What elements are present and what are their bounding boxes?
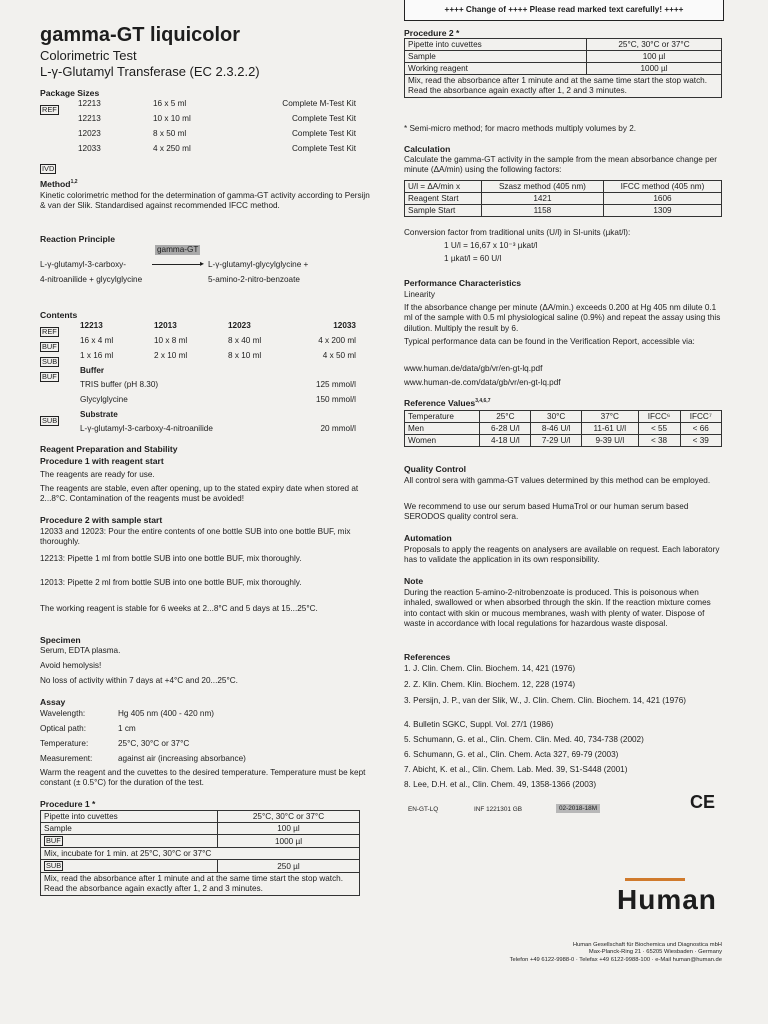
- rv-h2: 30°C: [531, 411, 582, 423]
- p1-r3a: BUF: [41, 835, 218, 848]
- specimen-l2: Avoid hemolysis!: [40, 661, 102, 670]
- info-code: INF 1221301 GB: [474, 806, 522, 813]
- package-kit-2: Complete Test Kit: [291, 114, 356, 123]
- ref-8: 8. Lee, D.H. et al., Clin. Chem. 49, 1358-1366 (2003): [404, 780, 597, 789]
- sub-size-4: 4 x 50 ml: [322, 351, 356, 360]
- ref-4: 4. Bulletin SGKC, Suppl. Vol. 27/1 (1986): [404, 720, 554, 729]
- method-text: Kinetic colorimetric method for the determination of gamma-GT activity according to Persijn & van der Slik. Standardised against recommended IFCC method.: [40, 191, 370, 211]
- principle-left-2: 4-nitroanilide + glycylglycine: [40, 275, 143, 284]
- p1-r4: Mix, incubate for 1 min. at 25°C, 30°C or 37°C: [41, 848, 360, 860]
- rv-h0: Temperature: [405, 411, 480, 423]
- rv-h4: IFCC⁶: [638, 411, 680, 423]
- procedure2-table: [404, 38, 722, 98]
- p2-r2a: Sample: [405, 51, 587, 63]
- p1-r5a: SUB: [41, 860, 218, 873]
- p1-r1a: Pipette into cuvettes: [41, 811, 218, 823]
- refvalues-heading: Reference Values$^{3,4,6,7}$: [404, 398, 491, 408]
- package-size-3: 8 x 50 ml: [153, 129, 187, 138]
- buf-size-3: 8 x 40 ml: [228, 336, 262, 345]
- calc-h3: IFCC method (405 nm): [603, 181, 721, 193]
- ce-mark: CE: [690, 792, 716, 812]
- package-code-2: 12213: [78, 114, 101, 123]
- rv-m5: < 66: [680, 423, 721, 435]
- method-heading: Method$^{1,2}$: [40, 179, 78, 189]
- calc-r1a: Reagent Start: [405, 193, 482, 205]
- proc2-start-heading: Procedure 2 with sample start: [40, 515, 163, 525]
- rv-h1: 25°C: [480, 411, 531, 423]
- ref-2: 2. Z. Klin. Chem. Klin. Biochem. 12, 228 (1974): [404, 680, 576, 689]
- qc-text2: We recommend to use our serum based HumaTrol or our human serum based SERODOS quality control sera.: [404, 502, 689, 522]
- note-heading: Note: [404, 576, 424, 586]
- perf-text2: Typical performance data can be found in the Verification Report, accessible via:: [404, 337, 695, 346]
- p1-r3b: 1000 µl: [218, 835, 360, 848]
- calc-heading: Calculation: [404, 144, 451, 154]
- qc-heading: Quality Control: [404, 464, 467, 474]
- sub-size-1: 1 x 16 ml: [80, 351, 114, 360]
- doc-code: EN-GT-LQ: [408, 806, 439, 813]
- conversion-text: Conversion factor from traditional units (U/l) in SI-units (µkat/l):: [404, 228, 631, 237]
- buf-box-2: BUF: [42, 372, 57, 381]
- ref-1: 1. J. Clin. Chem. Clin. Biochem. 14, 421 (1976): [404, 664, 576, 673]
- principle-right-2: 5-amino-2-nitro-benzoate: [208, 275, 300, 284]
- substrate-name: L-γ-glutamyl-3-carboxy-4-nitroanilide: [80, 424, 213, 433]
- footer-l2: Max-Planck-Ring 21 · 65205 Wiesbaden · Germany: [588, 949, 722, 956]
- perf-linearity: Linearity: [404, 290, 435, 299]
- company-footer: [440, 942, 722, 964]
- reaction-arrow-icon: [152, 264, 202, 265]
- perf-url2[interactable]: www.human-de.com/data/gb/vr/en-gt-lq.pdf: [404, 378, 561, 387]
- references-heading: References: [404, 652, 451, 662]
- rv-m3: 11-61 U/l: [582, 423, 638, 435]
- assay-k4: Measurement:: [40, 754, 93, 763]
- conversion-eq2: 1 µkat/l = 60 U/l: [444, 254, 502, 263]
- revision-date: 02-2018-18M: [556, 804, 600, 813]
- rv-m0: Men: [405, 423, 480, 435]
- gly-value: 150 mmol/l: [315, 395, 356, 404]
- sub-box-2: SUB: [42, 416, 58, 425]
- package-code-1: 12213: [78, 99, 101, 108]
- rv-w2: 7-29 U/l: [531, 435, 582, 447]
- calc-text: Calculate the gamma-GT activity in the sample from the mean absorbance change per minute (ΔA/min) using the following factors:: [404, 155, 717, 175]
- ivd-box: IVD: [42, 164, 55, 173]
- buffer-label: Buffer: [80, 366, 105, 375]
- perf-url1[interactable]: www.human.de/data/gb/vr/en-gt-lq.pdf: [404, 364, 543, 373]
- p1-r2b: 100 µl: [218, 823, 360, 835]
- perf-text: If the absorbance change per minute (ΔA/min.) exceeds 0.200 at Hg 405 nm dilute 0.1 ml of the sample with 0.5 ml physiological saline (0.9%) and repeat the assay using this dilution. Multiply the result by 6.: [404, 303, 721, 333]
- principle-left-1: L-γ-glutamyl-3-carboxy-: [40, 260, 126, 269]
- automation-heading: Automation: [404, 533, 452, 543]
- p2-r1a: Pipette into cuvettes: [405, 39, 587, 51]
- human-logo: Human: [617, 884, 717, 916]
- package-kit-3: Complete Test Kit: [291, 129, 356, 138]
- substrate-label: Substrate: [80, 410, 118, 419]
- reagent-p5: 12013: Pipette 2 ml from bottle SUB into one bottle BUF, mix thoroughly.: [40, 578, 302, 587]
- calc-r2b: 1158: [481, 205, 603, 217]
- specimen-l3: No loss of activity within 7 days at +4°C and 20...25°C.: [40, 676, 238, 685]
- assay-v2: 1 cm: [118, 724, 136, 733]
- assay-k1: Wavelength:: [40, 709, 86, 718]
- proc2-footnote: * Semi-micro method; for macro methods multiply volumes by 2.: [404, 124, 637, 133]
- reagent-p3: 12033 and 12023: Pour the entire contents of one bottle SUB into one bottle BUF, mix thoroughly.: [40, 527, 351, 547]
- banner: ++++ Change of ++++ Please read marked text carefully! ++++: [404, 0, 724, 21]
- sub-size-3: 8 x 10 ml: [228, 351, 262, 360]
- refvalues-table: [404, 410, 722, 447]
- substrate-value: 20 mmol/l: [320, 424, 356, 433]
- package-size-2: 10 x 10 ml: [153, 114, 191, 123]
- p2-r1b: 25°C, 30°C or 37°C: [587, 39, 722, 51]
- principle-right-1: L-γ-glutamyl-glycylglycine +: [208, 260, 309, 269]
- calc-h2: Szasz method (405 nm): [481, 181, 603, 193]
- package-kit-1: Complete M-Test Kit: [282, 99, 356, 108]
- package-code-4: 12033: [78, 144, 101, 153]
- buf-size-1: 16 x 4 ml: [80, 336, 114, 345]
- sub-box: SUB: [42, 357, 58, 366]
- enzyme-label: gamma-GT: [157, 245, 199, 254]
- rv-h5: IFCC⁷: [680, 411, 721, 423]
- arrow-head-icon: ▸: [200, 259, 205, 268]
- ref-6: 6. Schumann, G. et al., Clin. Chem. Acta 327, 69-79 (2003): [404, 750, 619, 759]
- automation-text: Proposals to apply the reagents on analysers are available on request. Each laboratory has to validate the application in its own responsibility.: [404, 545, 720, 565]
- reagent-p6: The working reagent is stable for 6 weeks at 2...8°C and 5 days at 15...25°C.: [40, 604, 318, 613]
- tris-value: 125 mmol/l: [315, 380, 356, 389]
- rv-m4: < 55: [638, 423, 680, 435]
- buf-size-2: 10 x 8 ml: [154, 336, 188, 345]
- rv-w1: 4-18 U/l: [480, 435, 531, 447]
- assay-v1: Hg 405 nm (400 - 420 nm): [118, 709, 215, 718]
- rv-w4: < 38: [638, 435, 680, 447]
- assay-note: Warm the reagent and the cuvettes to the desired temperature. Temperature must be kept constant (± 0.5°C) for the duration of the test.: [40, 768, 366, 788]
- specimen-heading: Specimen: [40, 635, 81, 645]
- reagent-p4: 12213: Pipette 1 ml from bottle SUB into one bottle BUF, mix thoroughly.: [40, 554, 302, 563]
- reagent-p1: The reagents are ready for use.: [40, 470, 155, 479]
- p1-r6: Mix, read the absorbance after 1 minute and at the same time start the stop watch. Read the absorbance again exactly after 1, 2 and 3 minutes.: [41, 873, 360, 896]
- assay-v3: 25°C, 30°C or 37°C: [118, 739, 190, 748]
- p1-r5b: 250 µl: [218, 860, 360, 873]
- reagent-p2: The reagents are stable, even after opening, up to the stated expiry date when stored at 2...8°C. Contamination of the reagents must be avoided!: [40, 484, 359, 504]
- ref-box: REF: [42, 105, 57, 114]
- proc1-start-heading: Procedure 1 with reagent start: [40, 456, 164, 466]
- contents-heading: Contents: [40, 310, 78, 320]
- principle-heading: Reaction Principle: [40, 234, 115, 244]
- calc-r1b: 1421: [481, 193, 603, 205]
- sub-size-2: 2 x 10 ml: [154, 351, 188, 360]
- subtitle-test: Colorimetric Test: [40, 48, 137, 63]
- specimen-l1: Serum, EDTA plasma.: [40, 646, 121, 655]
- assay-k2: Optical path:: [40, 724, 86, 733]
- footer-l3: Telefon +49 6122-9988-0 · Telefax +49 6122-9988-100 · e-Mail human@human.de: [509, 956, 722, 963]
- ref-3: 3. Persijn, J. P., van der Slik, W., J. Clin. Chem. Clin. Biochem. 14, 421 (1976): [404, 696, 686, 705]
- ref-7: 7. Abicht, K. et al., Clin. Chem. Lab. Med. 39, S1-S448 (2001): [404, 765, 628, 774]
- calc-h1: U/l = ΔA/min x: [405, 181, 482, 193]
- footer-l1: Human Gesellschaft für Biochemica und Diagnostica mbH: [572, 942, 722, 948]
- assay-heading: Assay: [40, 697, 66, 707]
- p1-r1b: 25°C, 30°C or 37°C: [218, 811, 360, 823]
- contents-code-3: 12023: [228, 321, 251, 330]
- p2-r3b: 1000 µl: [587, 63, 722, 75]
- assay-k3: Temperature:: [40, 739, 89, 748]
- subtitle-enzyme: L-γ-Glutamyl Transferase (EC 2.3.2.2): [40, 64, 260, 79]
- package-size-1: 16 x 5 ml: [153, 99, 187, 108]
- package-heading: Package Sizes: [40, 88, 100, 98]
- calc-table: [404, 180, 722, 217]
- rv-m1: 6-28 U/l: [480, 423, 531, 435]
- package-size-4: 4 x 250 ml: [153, 144, 191, 153]
- p1-r2a: Sample: [41, 823, 218, 835]
- p2-r2b: 100 µl: [587, 51, 722, 63]
- buf-size-4: 4 x 200 ml: [318, 336, 356, 345]
- procedure1-table: [40, 810, 360, 896]
- procedure1-heading: Procedure 1 *: [40, 799, 96, 809]
- qc-text1: All control sera with gamma-GT values determined by this method can be employed.: [404, 476, 711, 485]
- contents-ref-box: REF: [42, 327, 57, 336]
- reagent-heading: Reagent Preparation and Stability: [40, 444, 178, 454]
- contents-code-4: 12033: [333, 321, 356, 330]
- buf-box: BUF: [42, 342, 57, 351]
- package-code-3: 12023: [78, 129, 101, 138]
- product-title: gamma-GT liquicolor: [40, 24, 241, 46]
- rv-w5: < 39: [680, 435, 721, 447]
- contents-code-1: 12213: [80, 321, 103, 330]
- rv-w3: 9-39 U/l: [582, 435, 638, 447]
- rv-m2: 8-46 U/l: [531, 423, 582, 435]
- p2-r4: Mix, read the absorbance after 1 minute and at the same time start the stop watch. Read the absorbance again exactly after 1, 2 and 3 minutes.: [405, 75, 722, 98]
- package-kit-4: Complete Test Kit: [291, 144, 356, 153]
- calc-r2a: Sample Start: [405, 205, 482, 217]
- procedure2-heading: Procedure 2 *: [404, 28, 460, 38]
- perf-heading: Performance Characteristics: [404, 278, 522, 288]
- p2-r3a: Working reagent: [405, 63, 587, 75]
- note-text: During the reaction 5-amino-2-nitrobenzoate is produced. This is poisonous when inhaled, swallowed or when absorbed through the skin. If the reaction mixture comes into contact with skin or mucous membranes, wash with plenty of water. Dispose of waste in accordance with local regulations for hazardous waste disposal.: [404, 588, 711, 629]
- gly-label: Glycylglycine: [80, 395, 128, 404]
- calc-r2c: 1309: [603, 205, 721, 217]
- contents-code-2: 12013: [154, 321, 177, 330]
- logo-stripe-icon: [625, 878, 685, 881]
- rv-w0: Women: [405, 435, 480, 447]
- tris-label: TRIS buffer (pH 8.30): [80, 380, 159, 389]
- conversion-eq1: 1 U/l = 16,67 x 10⁻³ µkat/l: [444, 241, 538, 250]
- calc-r1c: 1606: [603, 193, 721, 205]
- ref-5: 5. Schumann, G. et al., Clin. Chem. Clin. Med. 40, 734-738 (2002): [404, 735, 644, 744]
- rv-h3: 37°C: [582, 411, 638, 423]
- assay-v4: against air (increasing absorbance): [118, 754, 246, 763]
